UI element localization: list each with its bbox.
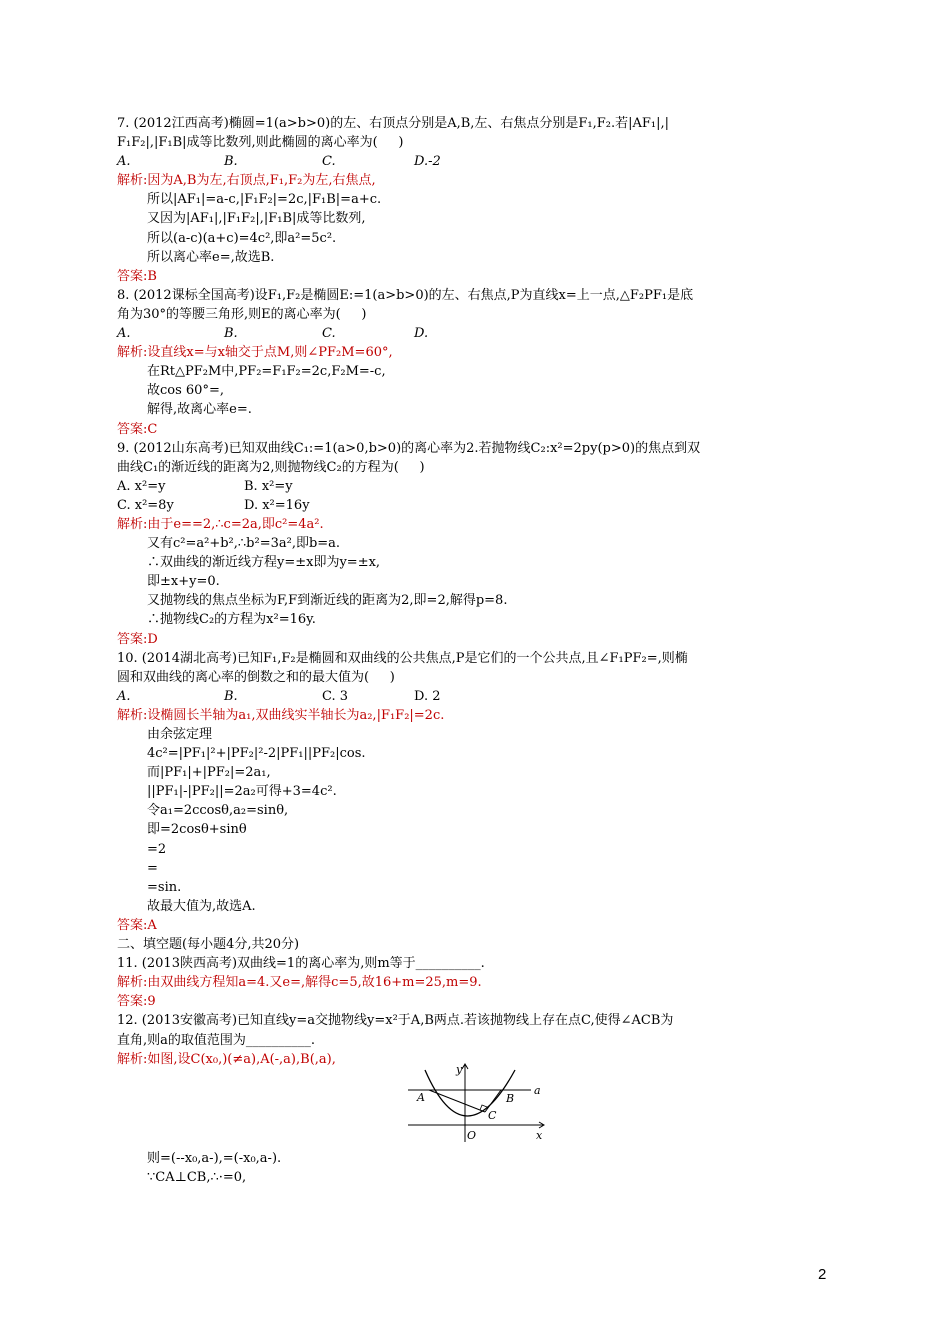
q10-solution-line: 4c²=|PF₁|²+|PF₂|²-2|PF₁||PF₂|cos. (147, 746, 366, 762)
q9-option-d: D. x²=16y (244, 497, 310, 513)
q9-solution-line: 即±x+y=0. (147, 574, 220, 590)
label-point-b: B (506, 1091, 515, 1105)
q10-solution-line: =2 (147, 841, 167, 857)
q7-option-a: A. (117, 154, 131, 170)
q8-answer: 答案:C (117, 421, 158, 437)
q7-option-d: D.-2 (414, 154, 441, 170)
q8-option-d: D. (414, 326, 429, 342)
q10-option-d: D. 2 (414, 688, 441, 704)
q10-solution-line: =sin. (147, 879, 182, 895)
q11-answer: 答案:9 (117, 994, 156, 1010)
q9-options-row-1 (117, 477, 837, 496)
q10-solution-line: 令a₁=2ccosθ,a₂=sinθ, (147, 803, 289, 819)
q10-answer: 答案:A (117, 917, 157, 933)
q8-stem-line-1: 8. (2012课标全国高考)设F₁,F₂是椭圆E:=1(a>b>0)的左、右焦点,P为直线x=上一点,△F₂PF₁是底 (117, 287, 694, 303)
q9-solution-line: 又抛物线的焦点坐标为F,F到渐近线的距离为2,即=2,解得p=8. (147, 593, 508, 609)
q8-option-a: A. (117, 326, 131, 342)
q10-stem-line-2: 圆和双曲线的离心率的倒数之和的最大值为( ) (117, 669, 395, 685)
q8-option-b: B. (224, 326, 238, 342)
q7-solution-line: 又因为|AF₁|,|F₁F₂|,|F₁B|成等比数列, (147, 211, 366, 227)
q9-option-a: A. x²=y (117, 478, 166, 494)
section-heading-fill-in: 二、填空题(每小题4分,共20分) (117, 937, 300, 953)
q10-solution-line: 即=2cosθ+sinθ (147, 822, 247, 838)
q8-solution-line: 解得,故离心率e=. (147, 402, 252, 418)
q8-solution-heading: 解析:设直线x=与x轴交于点M,则∠PF₂M=60°, (117, 345, 393, 361)
q7-option-c: C. (322, 154, 336, 170)
q9-solution-line: ∴抛物线C₂的方程为x²=16y. (147, 612, 316, 628)
q12-stem-line-2: 直角,则a的取值范围为__________. (117, 1032, 316, 1048)
label-a: a (534, 1083, 541, 1097)
q9-solution-heading: 解析:由于e==2,∴c=2a,即c²=4a². (117, 516, 324, 532)
q10-option-b: B. (224, 688, 238, 704)
label-y: y (456, 1062, 463, 1076)
q9-option-b: B. x²=y (244, 478, 293, 494)
q9-solution-line: 又有c²=a²+b²,∴b²=3a²,即b=a. (147, 536, 341, 552)
q9-solution-line: ∴双曲线的渐近线方程y=±x即为y=±x, (147, 555, 381, 571)
q8-options (117, 324, 837, 343)
q10-solution-line: 故最大值为,故选A. (147, 898, 256, 914)
q10-solution-line: 由余弦定理 (147, 727, 213, 742)
label-point-c: C (488, 1108, 497, 1122)
q9-stem-line-1: 9. (2012山东高考)已知双曲线C₁:=1(a>0,b>0)的离心率为2.若抛物线C₂:x²=2py(p>0)的焦点到双 (117, 440, 701, 456)
q9-options-row-2 (117, 496, 837, 515)
q10-solution-heading: 解析:设椭圆长半轴为a₁,双曲线实半轴长为a₂,|F₁F₂|=2c. (117, 707, 445, 723)
q12-stem-line-1: 12. (2013安徽高考)已知直线y=a交抛物线y=x²于A,B两点.若该抛物线上存在点C,使得∠ACB为 (117, 1013, 674, 1029)
segment-ca (429, 1090, 485, 1112)
q12-solution-heading: 解析:如图,设C(x₀,)(≠a),A(-,a),B(,a), (117, 1051, 336, 1067)
document-body (117, 114, 837, 1187)
q7-stem-line-2: F₁F₂|,|F₁B|成等比数列,则此椭圆的离心率为( ) (117, 135, 404, 151)
q8-option-c: C. (322, 326, 336, 342)
q12-solution-line: 则=(--x₀,a-),=(-x₀,a-). (147, 1150, 282, 1166)
q10-option-c: C. 3 (322, 688, 349, 704)
q11-stem: 11. (2013陕西高考)双曲线=1的离心率为,则m等于__________. (117, 956, 485, 972)
q7-solution-line: 所以(a-c)(a+c)=4c²,即a²=5c². (147, 230, 337, 246)
q10-option-a: A. (117, 688, 131, 704)
q7-solution-line: 所以|AF₁|=a-c,|F₁F₂|=2c,|F₁B|=a+c. (147, 192, 382, 208)
q8-solution-line: 故cos 60°=, (147, 383, 224, 399)
q10-options (117, 687, 837, 706)
q7-answer: 答案:B (117, 268, 157, 284)
q8-stem-line-2: 角为30°的等腰三角形,则E的离心率为( ) (117, 306, 367, 322)
parabola-diagram (403, 1062, 553, 1144)
q10-solution-line: ||PF₁|-|PF₂||=2a₂可得+3=4c². (147, 784, 337, 800)
q10-solution-line: 而|PF₁|+|PF₂|=2a₁, (147, 765, 271, 781)
q9-stem-line-2: 曲线C₁的渐近线的距离为2,则抛物线C₂的方程为( ) (117, 459, 425, 475)
q7-option-b: B. (224, 154, 238, 170)
label-point-a: A (417, 1090, 425, 1104)
q11-solution: 解析:由双曲线方程知a=4.又e=,解得c=5,故16+m=25,m=9. (117, 975, 482, 991)
q12-solution-line: ∵CA⊥CB,∴·=0, (147, 1169, 247, 1185)
q8-solution-line: 在Rt△PF₂M中,PF₂=F₁F₂=2c,F₂M=-c, (147, 364, 386, 380)
label-origin: O (467, 1128, 477, 1142)
label-x: x (536, 1128, 543, 1142)
q7-options (117, 152, 837, 171)
q7-stem-line-1: 7. (2012江西高考)椭圆=1(a>b>0)的左、右顶点分别是A,B,左、右焦点分别是F₁,F₂.若|AF₁|,| (117, 116, 670, 131)
q10-solution-line: = (147, 860, 158, 876)
parabola-figure (117, 1062, 837, 1149)
page-number: 2 (818, 1266, 827, 1283)
q10-stem-line-1: 10. (2014湖北高考)已知F₁,F₂是椭圆和双曲线的公共焦点,P是它们的一个公共点,且∠F₁PF₂=,则椭 (117, 650, 688, 666)
q7-solution-heading: 解析:因为A,B为左,右顶点,F₁,F₂为左,右焦点, (117, 173, 376, 189)
q9-answer: 答案:D (117, 631, 158, 647)
q7-solution-line: 所以离心率e=,故选B. (147, 249, 275, 265)
q9-option-c: C. x²=8y (117, 497, 174, 513)
parabola-curve (425, 1070, 515, 1116)
